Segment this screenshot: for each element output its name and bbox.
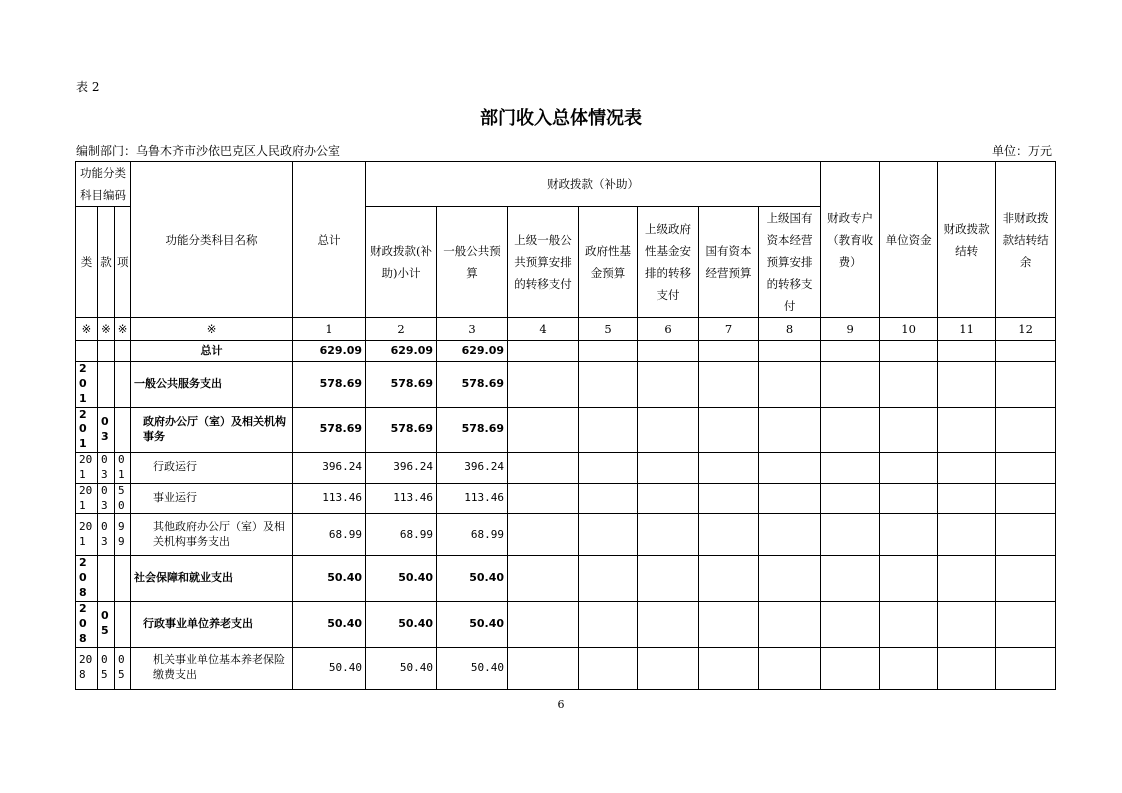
cell-empty — [699, 407, 759, 453]
cell-kuan: 03 — [98, 453, 115, 484]
cell-empty — [699, 601, 759, 647]
table-row — [76, 483, 1056, 514]
header-xiang: 项 — [115, 207, 131, 318]
cell-empty — [759, 341, 821, 362]
header-general-budget: 一般公共预算 — [437, 207, 508, 318]
table-row — [76, 514, 1056, 556]
cell-empty — [880, 341, 938, 362]
cell-name: 一般公共服务支出 — [131, 362, 293, 408]
cell-empty — [638, 407, 699, 453]
index-number: 12 — [996, 318, 1056, 341]
cell-empty — [699, 647, 759, 689]
cell-empty — [880, 453, 938, 484]
cell-total: 50.40 — [293, 601, 366, 647]
header-upper-state-capital-transfer: 上级国有资本经营预算安排的转移支付 — [759, 207, 821, 318]
cell-empty — [938, 341, 996, 362]
index-mark: ※ — [115, 318, 131, 341]
cell-empty — [699, 556, 759, 602]
cell-empty — [996, 556, 1056, 602]
cell-lei: 201 — [76, 362, 98, 408]
cell-fiscal-subtotal: 68.99 — [366, 514, 437, 556]
cell-kuan — [98, 362, 115, 408]
cell-empty — [508, 647, 579, 689]
cell-empty — [508, 453, 579, 484]
cell-empty — [996, 341, 1056, 362]
cell-empty — [579, 556, 638, 602]
cell-total: 578.69 — [293, 362, 366, 408]
cell-empty — [938, 362, 996, 408]
table-row — [76, 453, 1056, 484]
cell-empty — [508, 556, 579, 602]
cell-general-budget: 50.40 — [437, 556, 508, 602]
cell-empty — [938, 647, 996, 689]
cell-empty — [880, 556, 938, 602]
cell-fiscal-subtotal: 50.40 — [366, 601, 437, 647]
unit-label: 单位：万元 — [991, 144, 1052, 158]
header-education-fee: 财政专户（教育收费） — [821, 162, 880, 318]
cell-empty — [821, 341, 880, 362]
cell-empty — [699, 341, 759, 362]
cell-empty — [759, 453, 821, 484]
cell-total: 113.46 — [293, 483, 366, 514]
cell-empty — [579, 483, 638, 514]
cell-general-budget: 578.69 — [437, 362, 508, 408]
cell-empty — [638, 341, 699, 362]
cell-name: 事业运行 — [131, 483, 293, 514]
header-nonfiscal-carryover: 非财政拨款结转结余 — [996, 162, 1056, 318]
cell-fiscal-subtotal: 578.69 — [366, 362, 437, 408]
cell-empty — [508, 362, 579, 408]
index-number: 2 — [366, 318, 437, 341]
cell-fiscal-subtotal: 50.40 — [366, 647, 437, 689]
cell-name: 行政事业单位养老支出 — [131, 601, 293, 647]
cell-empty — [579, 453, 638, 484]
cell-empty — [508, 483, 579, 514]
index-number: 1 — [293, 318, 366, 341]
cell-name: 社会保障和就业支出 — [131, 556, 293, 602]
cell-xiang — [115, 407, 131, 453]
cell-empty — [638, 362, 699, 408]
cell-empty — [699, 362, 759, 408]
cell-empty — [579, 341, 638, 362]
cell-xiang: 05 — [115, 647, 131, 689]
cell-name: 政府办公厅（室）及相关机构事务 — [131, 407, 293, 453]
department-label: 编制部门：乌鲁木齐市沙依巴克区人民政府办公室 — [76, 144, 341, 158]
index-mark: ※ — [131, 318, 293, 341]
cell-total: 68.99 — [293, 514, 366, 556]
cell-empty — [638, 514, 699, 556]
cell-empty — [759, 601, 821, 647]
header-fiscal-group: 财政拨款（补助） — [366, 162, 821, 207]
cell-empty — [880, 407, 938, 453]
cell-xiang — [115, 556, 131, 602]
cell-lei: 208 — [76, 647, 98, 689]
table-label: 表 2 — [76, 80, 100, 94]
header-upper-gov-fund-transfer: 上级政府性基金安排的转移支付 — [638, 207, 699, 318]
cell-empty — [996, 407, 1056, 453]
header-lei: 类 — [76, 207, 98, 318]
cell-general-budget: 113.46 — [437, 483, 508, 514]
cell-empty — [996, 453, 1056, 484]
cell-xiang: 50 — [115, 483, 131, 514]
cell-empty — [508, 407, 579, 453]
index-number: 10 — [880, 318, 938, 341]
page-number: 6 — [557, 698, 565, 711]
cell-empty — [821, 601, 880, 647]
cell-kuan: 03 — [98, 407, 115, 453]
cell-empty — [938, 407, 996, 453]
cell-empty — [880, 514, 938, 556]
table-row — [76, 647, 1056, 689]
cell-general-budget: 50.40 — [437, 647, 508, 689]
cell-empty — [996, 514, 1056, 556]
cell-empty — [938, 556, 996, 602]
index-number: 5 — [579, 318, 638, 341]
cell-empty — [996, 362, 1056, 408]
cell-general-budget: 68.99 — [437, 514, 508, 556]
cell-lei: 201 — [76, 514, 98, 556]
header-unit-funds: 单位资金 — [880, 162, 938, 318]
cell-name: 总计 — [131, 341, 293, 362]
cell-lei: 201 — [76, 483, 98, 514]
cell-empty — [638, 453, 699, 484]
cell-empty — [938, 453, 996, 484]
header-state-capital-budget: 国有资本经营预算 — [699, 207, 759, 318]
index-mark: ※ — [98, 318, 115, 341]
cell-xiang — [115, 341, 131, 362]
cell-empty — [638, 601, 699, 647]
cell-total: 396.24 — [293, 453, 366, 484]
cell-empty — [821, 514, 880, 556]
cell-empty — [638, 483, 699, 514]
cell-empty — [880, 362, 938, 408]
cell-empty — [821, 647, 880, 689]
cell-xiang — [115, 362, 131, 408]
cell-general-budget: 50.40 — [437, 601, 508, 647]
table-row — [76, 362, 1056, 408]
cell-empty — [638, 647, 699, 689]
cell-kuan: 03 — [98, 483, 115, 514]
cell-kuan: 05 — [98, 601, 115, 647]
cell-empty — [759, 362, 821, 408]
header-fiscal-carryover: 财政拨款结转 — [938, 162, 996, 318]
cell-total: 578.69 — [293, 407, 366, 453]
cell-fiscal-subtotal: 396.24 — [366, 453, 437, 484]
cell-total: 629.09 — [293, 341, 366, 362]
cell-empty — [579, 407, 638, 453]
cell-lei: 208 — [76, 601, 98, 647]
cell-empty — [508, 514, 579, 556]
cell-empty — [508, 341, 579, 362]
cell-fiscal-subtotal: 578.69 — [366, 407, 437, 453]
cell-kuan: 05 — [98, 647, 115, 689]
cell-empty — [821, 483, 880, 514]
header-code-group: 功能分类科目编码 — [76, 162, 131, 207]
cell-empty — [821, 556, 880, 602]
index-number: 7 — [699, 318, 759, 341]
header-total: 总计 — [293, 162, 366, 318]
cell-lei: 201 — [76, 407, 98, 453]
cell-lei: 208 — [76, 556, 98, 602]
header-upper-general-transfer: 上级一般公共预算安排的转移支付 — [508, 207, 579, 318]
cell-name: 其他政府办公厅（室）及相关机构事务支出 — [131, 514, 293, 556]
cell-fiscal-subtotal: 113.46 — [366, 483, 437, 514]
page-title: 部门收入总体情况表 — [480, 108, 642, 129]
cell-general-budget: 629.09 — [437, 341, 508, 362]
cell-empty — [759, 514, 821, 556]
cell-xiang: 99 — [115, 514, 131, 556]
cell-empty — [759, 647, 821, 689]
header-name: 功能分类科目名称 — [131, 162, 293, 318]
cell-empty — [699, 514, 759, 556]
cell-general-budget: 578.69 — [437, 407, 508, 453]
income-table — [75, 161, 1056, 690]
cell-xiang: 01 — [115, 453, 131, 484]
index-mark: ※ — [76, 318, 98, 341]
cell-general-budget: 396.24 — [437, 453, 508, 484]
cell-empty — [759, 407, 821, 453]
cell-empty — [996, 601, 1056, 647]
cell-empty — [938, 601, 996, 647]
cell-name: 机关事业单位基本养老保险缴费支出 — [131, 647, 293, 689]
cell-empty — [638, 556, 699, 602]
cell-empty — [880, 601, 938, 647]
cell-fiscal-subtotal: 50.40 — [366, 556, 437, 602]
index-number: 9 — [821, 318, 880, 341]
cell-empty — [579, 514, 638, 556]
cell-empty — [579, 601, 638, 647]
cell-kuan — [98, 556, 115, 602]
cell-empty — [699, 483, 759, 514]
table-row — [76, 407, 1056, 453]
index-number: 6 — [638, 318, 699, 341]
cell-empty — [579, 647, 638, 689]
cell-empty — [938, 514, 996, 556]
cell-empty — [508, 601, 579, 647]
header-fiscal-subtotal: 财政拨款(补助)小计 — [366, 207, 437, 318]
cell-empty — [880, 483, 938, 514]
cell-empty — [759, 556, 821, 602]
cell-empty — [821, 362, 880, 408]
cell-lei — [76, 341, 98, 362]
cell-lei: 201 — [76, 453, 98, 484]
table-row — [76, 556, 1056, 602]
cell-xiang — [115, 601, 131, 647]
index-number: 3 — [437, 318, 508, 341]
header-kuan: 款 — [98, 207, 115, 318]
table-row — [76, 601, 1056, 647]
cell-kuan — [98, 341, 115, 362]
index-number: 8 — [759, 318, 821, 341]
table-row — [76, 341, 1056, 362]
cell-empty — [880, 647, 938, 689]
header-gov-fund-budget: 政府性基金预算 — [579, 207, 638, 318]
cell-empty — [579, 362, 638, 408]
cell-kuan: 03 — [98, 514, 115, 556]
cell-empty — [996, 483, 1056, 514]
cell-empty — [938, 483, 996, 514]
index-number: 4 — [508, 318, 579, 341]
cell-empty — [996, 647, 1056, 689]
index-number: 11 — [938, 318, 996, 341]
cell-empty — [821, 453, 880, 484]
cell-empty — [759, 483, 821, 514]
cell-empty — [821, 407, 880, 453]
cell-total: 50.40 — [293, 647, 366, 689]
cell-name: 行政运行 — [131, 453, 293, 484]
cell-fiscal-subtotal: 629.09 — [366, 341, 437, 362]
cell-total: 50.40 — [293, 556, 366, 602]
cell-empty — [699, 453, 759, 484]
